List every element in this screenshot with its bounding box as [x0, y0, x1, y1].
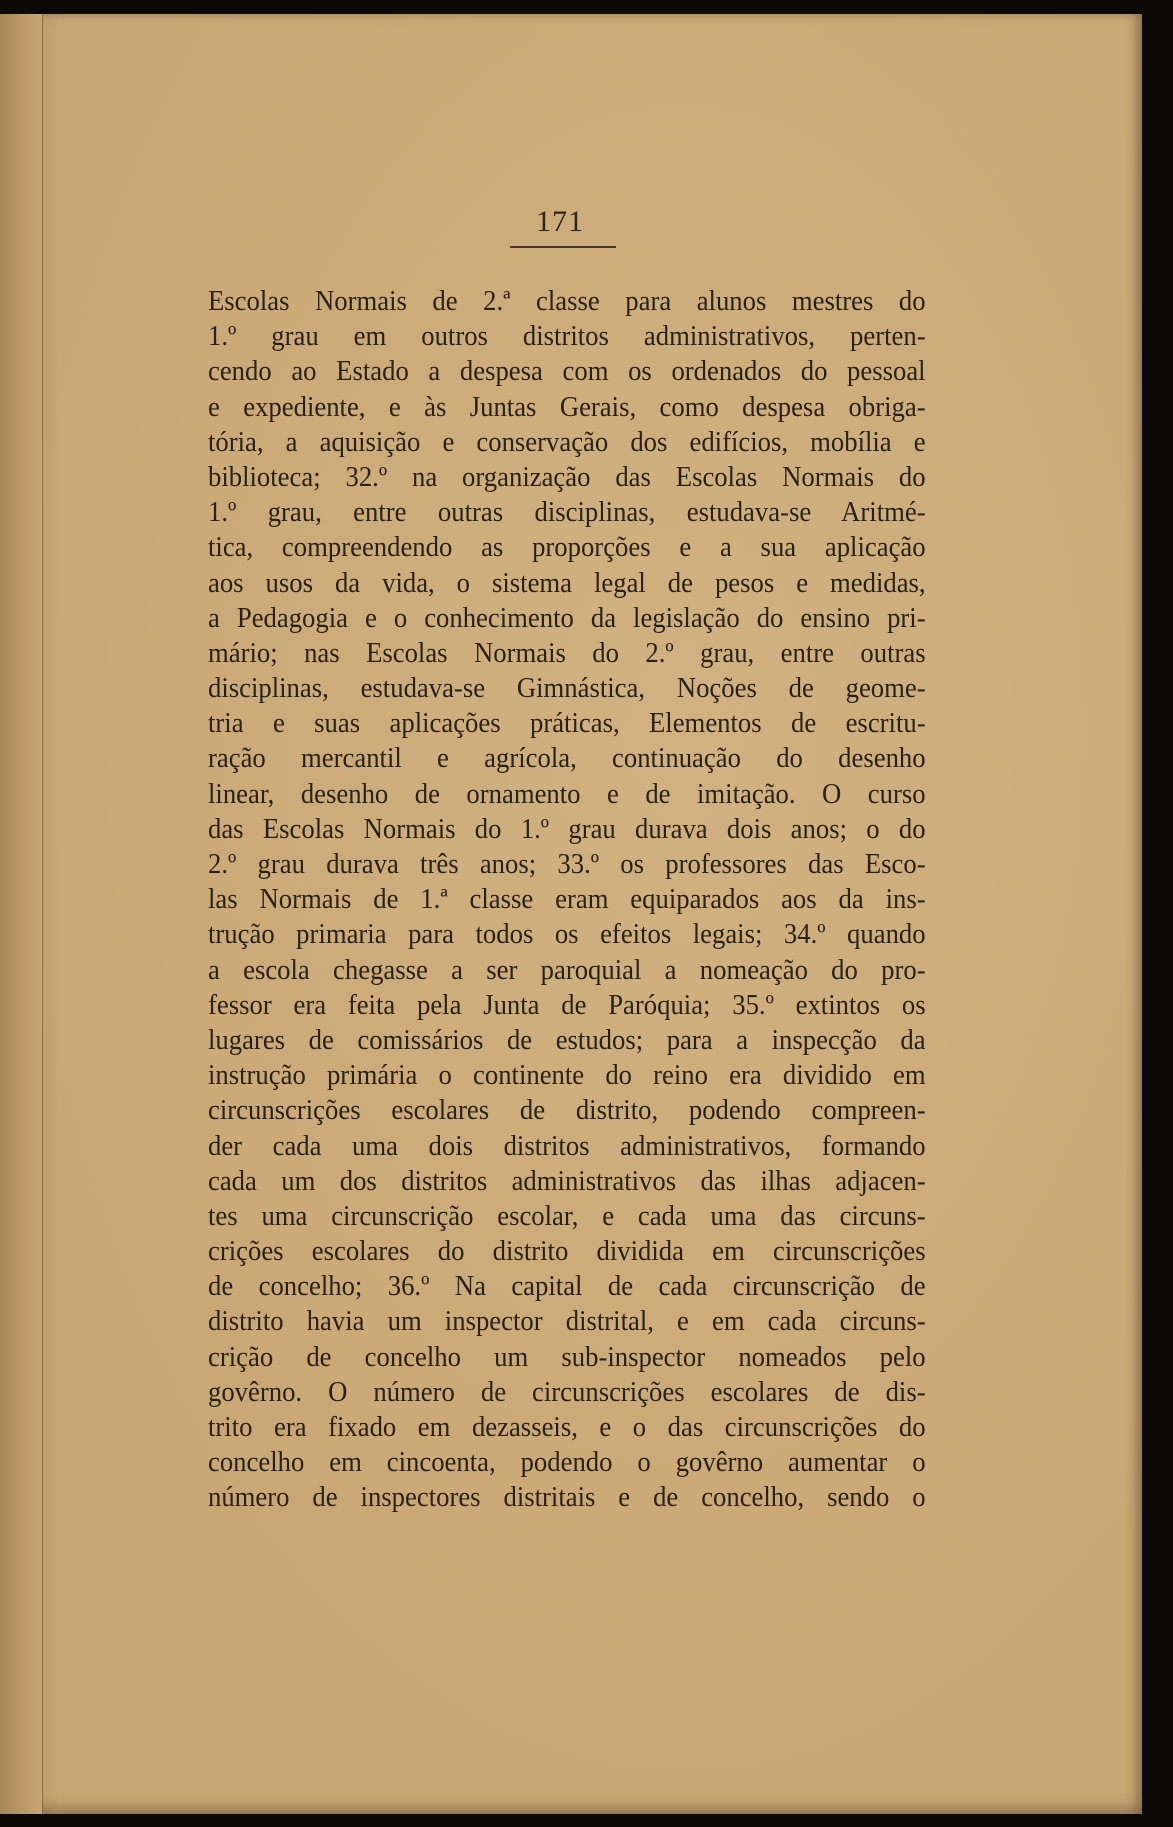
text-line: trução primaria para todos os efeitos legais; 34.º quando [208, 918, 926, 951]
text-line: mário; nas Escolas Normais do 2.º grau, entre outras [208, 636, 926, 669]
text-line: trito era fixado em dezasseis, e o das circunscrições do [208, 1411, 926, 1443]
text-line: cada um dos distritos administrativos das ilhas adjacen- [208, 1164, 926, 1197]
text-line: aos usos da vida, o sistema legal de pesos e medidas, [208, 566, 926, 599]
text-line: biblioteca; 32.º na organização das Escolas Normais do [208, 460, 926, 493]
text-line: a Pedagogia e o conhecimento da legislação do ensino pri- [208, 601, 926, 634]
page-number-rule [510, 246, 616, 248]
page-number: 171 [536, 205, 584, 238]
text-line: der cada uma dois distritos administrativos, formando [208, 1129, 926, 1162]
text-line: 2.º grau durava três anos; 33.º os professores das Esco- [208, 848, 926, 880]
text-line: e expediente, e às Juntas Gerais, como despesa obriga- [208, 390, 926, 423]
text-line: 1.º grau em outros distritos administrativos, perten- [208, 320, 926, 353]
text-line: cendo ao Estado a despesa com os ordenados do pessoal [208, 355, 926, 388]
text-line: crição de concelho um sub-inspector nomeados pelo [208, 1340, 926, 1373]
text-line: de concelho; 36.º Na capital de cada circunscrição de [208, 1270, 926, 1303]
text-line: tes uma circunscrição escolar, e cada uma das circuns- [208, 1199, 926, 1232]
text-line: a escola chegasse a ser paroquial a nomeação do pro- [208, 953, 926, 986]
text-line: concelho em cincoenta, podendo o govêrno aumentar o [208, 1446, 926, 1479]
text-line: crições escolares do distrito dividida em circunscrições [208, 1235, 926, 1268]
text-line: tória, a aquisição e conservação dos edifícios, mobília e [208, 425, 926, 458]
text-line: tica, compreendendo as proporções e a sua aplicação [208, 531, 926, 564]
text-line: número de inspectores distritais e de concelho, sendo o [208, 1481, 926, 1514]
text-line: das Escolas Normais do 1.º grau durava dois anos; o do [208, 812, 926, 845]
text-line: linear, desenho de ornamento e de imitação. O curso [208, 777, 926, 810]
page-spine [0, 14, 43, 1814]
text-line: disciplinas, estudava-se Gimnástica, Noções de geome- [208, 672, 926, 705]
body-text [208, 284, 926, 1516]
text-line: instrução primária o continente do reino era dividido em [208, 1059, 926, 1092]
text-line: tria e suas aplicações práticas, Elementos de escritu- [208, 707, 926, 740]
text-line: las Normais de 1.ª classe eram equiparados aos da ins- [208, 883, 926, 916]
text-line: govêrno. O número de circunscrições escolares de dis- [208, 1375, 926, 1408]
text-line: circunscrições escolares de distrito, podendo compreen- [208, 1094, 926, 1127]
text-line: lugares de comissários de estudos; para a inspecção da [208, 1023, 926, 1056]
text-line: Escolas Normais de 2.ª classe para alunos mestres do [208, 285, 926, 317]
text-line: 1.º grau, entre outras disciplinas, estudava-se Aritmé- [208, 496, 926, 529]
text-line: fessor era feita pela Junta de Paróquia; 35.º extintos os [208, 988, 926, 1021]
text-line: ração mercantil e agrícola, continuação do desenho [208, 742, 926, 775]
text-line: distrito havia um inspector distrital, e em cada circuns- [208, 1305, 926, 1338]
